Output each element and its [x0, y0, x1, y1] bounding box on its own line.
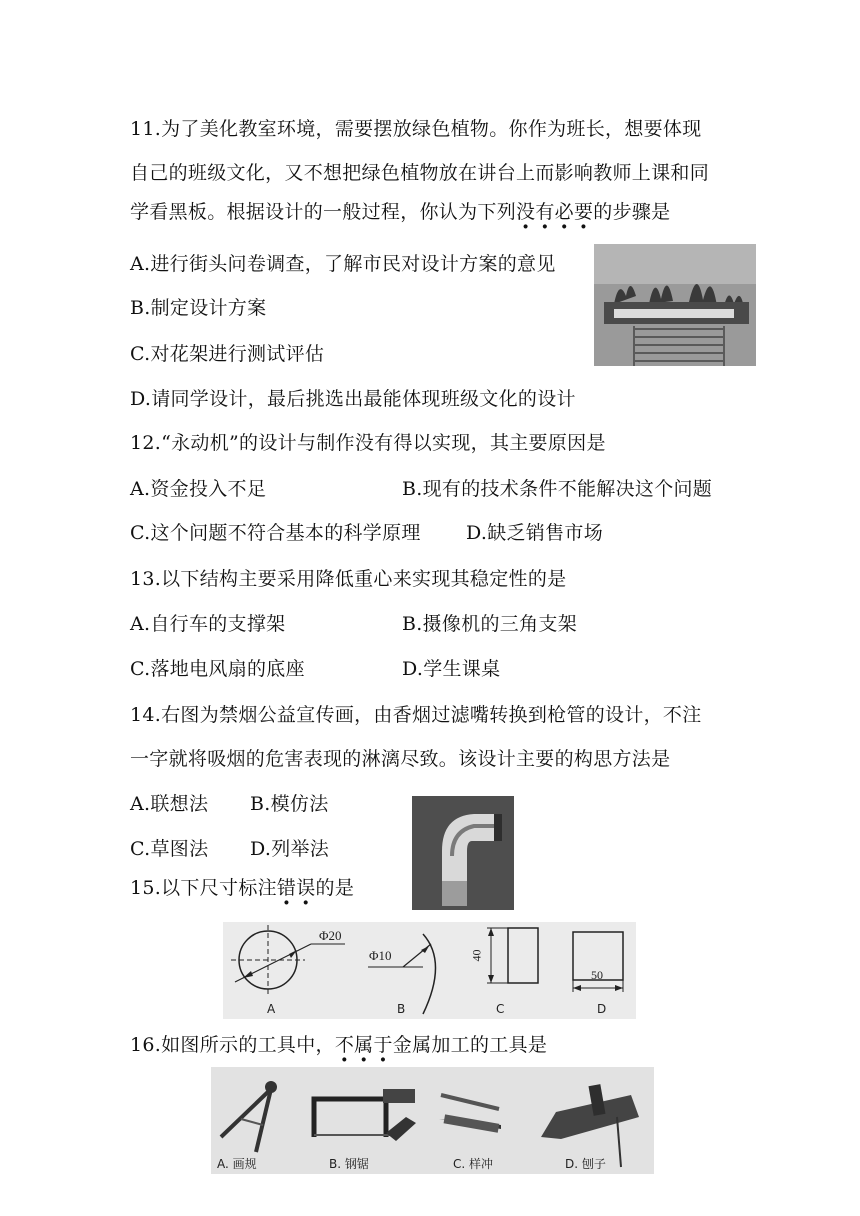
fig-label-c: C [496, 1002, 505, 1016]
q14-option-b: B.模仿法 [250, 793, 329, 815]
q12-option-a: A.资金投入不足 [130, 478, 267, 500]
q15-stem-text: 的是 [315, 877, 355, 899]
q11-option-a: A.进行街头问卷调查，了解市民对设计方案的意见 [130, 253, 556, 275]
tool-label-b: B. 钢锯 [329, 1157, 369, 1171]
q14-option-d: D.列举法 [250, 838, 330, 860]
dividers-icon [221, 1081, 277, 1152]
q11-emphasis-char: 要 [573, 201, 594, 223]
q11-stem-line1: 11.为了美化教室环境，需要摆放绿色植物。你作为班长，想要体现 [130, 118, 702, 140]
q16-stem-text: 16.如图所示的工具中， [130, 1034, 335, 1056]
fig-label-a: A [267, 1002, 276, 1016]
hacksaw-icon [314, 1089, 416, 1141]
q11-option-d: D.请同学设计，最后挑选出最能体现班级文化的设计 [130, 388, 576, 410]
tools-figure [211, 1067, 654, 1174]
dimension-figure [223, 922, 636, 1019]
q16-emphasis-char: 于 [373, 1034, 393, 1056]
q12-option-b: B.现有的技术条件不能解决这个问题 [402, 478, 713, 500]
dim-label-a: Φ20 [319, 928, 342, 943]
anti-smoking-poster-photo [412, 796, 514, 910]
q11-emphasis-char: 必 [554, 201, 574, 223]
q12-option-d: D.缺乏销售市场 [466, 522, 603, 544]
q16-stem [130, 1033, 547, 1057]
fig-label-b: B [397, 1002, 406, 1016]
q13-option-c: C.落地电风扇的底座 [130, 658, 305, 680]
dim-label-d: 50 [591, 968, 603, 982]
q11-emphasis-char: 没 [516, 201, 536, 223]
q16-stem-text: 金属加工的工具是 [392, 1034, 548, 1056]
center-punch-icon [439, 1095, 501, 1133]
q11-option-b: B.制定设计方案 [130, 297, 267, 319]
tool-label-a: A. 画规 [217, 1157, 257, 1171]
q13-stem: 13.以下结构主要采用降低重心来实现其稳定性的是 [130, 568, 567, 590]
q13-option-b: B.摄像机的三角支架 [402, 613, 578, 635]
fig-label-d: D [597, 1002, 607, 1016]
q15-stem-text: 15.以下尺寸标注 [130, 877, 277, 899]
q13-option-d: D.学生课桌 [402, 658, 501, 680]
q11-emphasis-char: 有 [535, 201, 555, 223]
dim-label-c: 40 [469, 949, 484, 962]
q15-emphasis-char: 错 [276, 877, 297, 899]
q11-stem-text: 学看黑板。根据设计的一般过程，你认为下列 [130, 201, 517, 223]
q14-stem-line1: 14.右图为禁烟公益宣传画，由香烟过滤嘴转换到枪管的设计，不注 [130, 704, 702, 726]
q13-option-a: A.自行车的支撑架 [130, 613, 286, 635]
q11-stem-line3 [130, 200, 670, 224]
q14-option-c: C.草图法 [130, 838, 209, 860]
q14-option-a: A.联想法 [130, 793, 209, 815]
tool-label-d: D. 刨子 [565, 1157, 606, 1171]
q11-stem-text: 的步骤是 [593, 201, 671, 223]
dim-label-b: Φ10 [369, 948, 392, 963]
q14-stem-line2: 一字就将吸烟的危害表现的淋漓尽致。该设计主要的构思方法是 [130, 748, 671, 770]
plant-stand-photo [594, 244, 756, 366]
q12-option-c: C.这个问题不符合基本的科学原理 [130, 522, 421, 544]
q11-option-c: C.对花架进行测试评估 [130, 343, 325, 365]
q11-stem-line2: 自己的班级文化，又不想把绿色植物放在讲台上而影响教师上课和同 [130, 162, 710, 184]
q12-stem: 12.“永动机”的设计与制作没有得以实现，其主要原因是 [130, 432, 606, 454]
q15-stem [130, 876, 354, 900]
q16-emphasis-char: 不 [334, 1034, 355, 1056]
tool-label-c: C. 样冲 [453, 1157, 494, 1171]
q16-emphasis-char: 属 [354, 1034, 374, 1056]
q15-emphasis-char: 误 [296, 877, 316, 899]
